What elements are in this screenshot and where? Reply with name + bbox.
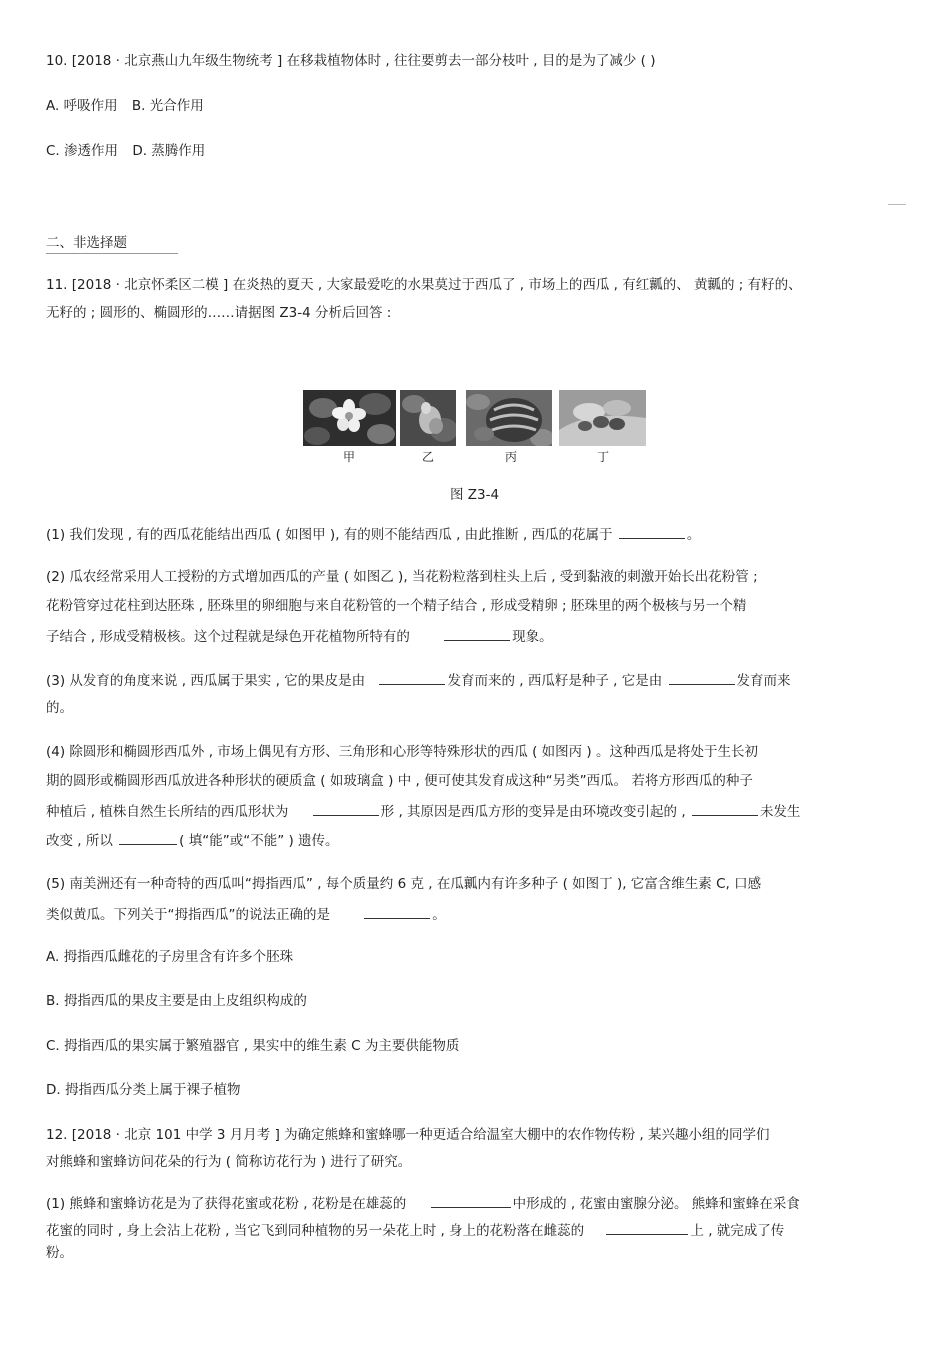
q11-part5-text: 类似黄瓜。下列关于“拇指西瓜”的说法正确的是	[46, 907, 330, 923]
q11-part2-line3	[46, 626, 553, 646]
q11-part4-text-d: 改变 , 所以	[46, 833, 113, 849]
q11-part5-line1: (5) 南美洲还有一种奇特的西瓜叫“拇指西瓜” , 每个质量约 6 克 , 在瓜瓤内有许多种子 ( 如图丁 ), 它富含维生素 C, 口感	[46, 876, 762, 892]
q11-part4-text-b: 形 , 其原因是西瓜方形的变异是由环境改变引起的 ,	[380, 804, 686, 820]
q12-part1-line3: 粉。	[46, 1245, 73, 1261]
q11-part2-line1: (2) 瓜农经常采用人工授粉的方式增加西瓜的产量 ( 如图乙 ), 当花粉粒落到柱头上后 , 受到黏液的刺激开始长出花粉管 ;	[46, 569, 758, 585]
answer-blank[interactable]	[669, 670, 735, 685]
section-title: 二、非选择题	[46, 231, 178, 254]
q11-part3-text-a: (3) 从发育的角度来说 , 西瓜属于果实 , 它的果皮是由	[46, 673, 366, 689]
answer-blank[interactable]	[313, 801, 379, 816]
q10-option-a[interactable]: A. 呼吸作用	[46, 98, 118, 114]
figure-caption: 图 Z3-4	[450, 487, 500, 503]
q11-part3-line2: 的。	[46, 700, 73, 716]
q11-part5-line2	[46, 904, 446, 924]
q10-options-row1	[46, 97, 204, 115]
thumb-watermelon-photo	[559, 390, 646, 446]
answer-blank[interactable]	[692, 801, 758, 816]
q11-part5-end: 。	[432, 907, 446, 923]
answer-blank[interactable]	[364, 904, 430, 919]
q11-option-a[interactable]: A. 拇指西瓜雌花的子房里含有许多个胚珠	[46, 949, 294, 965]
q11-part4-line4	[46, 830, 339, 850]
q11-part4-line1: (4) 除圆形和椭圆形西瓜外 , 市场上偶见有方形、三角形和心形等特殊形状的西瓜 ( 如图丙 ) 。这种西瓜是将处于生长初	[46, 744, 758, 760]
q10-option-c[interactable]: C. 渗透作用	[46, 143, 119, 159]
q11-part4-text-a: 种植后 , 植株自然生长所结的西瓜形状为	[46, 804, 289, 820]
answer-blank[interactable]	[444, 626, 510, 641]
figure-label-jia: 甲	[342, 450, 355, 464]
q11-part4-text-e: ( 填“能”或“不能” ) 遗传。	[179, 833, 339, 849]
q10-option-d[interactable]: D. 蒸腾作用	[132, 143, 206, 159]
q11-stem-line2: 无籽的 ; 圆形的、椭圆形的……请据图 Z3-4 分析后回答 :	[46, 305, 392, 321]
q11-part1	[46, 524, 700, 544]
answer-blank[interactable]	[619, 524, 685, 539]
q12-part1-text-d: 上 , 就完成了传	[690, 1223, 785, 1239]
q11-part3-text-b: 发育而来的 , 西瓜籽是种子 , 它是由	[447, 673, 663, 689]
watermelon-flower-photo	[303, 390, 396, 446]
figure-z3-4	[303, 390, 646, 462]
hand-pollination-photo	[400, 390, 456, 446]
divider-dash	[888, 204, 906, 205]
q11-option-c[interactable]: C. 拇指西瓜的果实属于繁殖器官 , 果实中的维生素 C 为主要供能物质	[46, 1038, 460, 1054]
q10-option-b[interactable]: B. 光合作用	[131, 98, 204, 114]
answer-blank[interactable]	[606, 1220, 688, 1235]
q10-options-row2	[46, 142, 205, 160]
q11-option-b[interactable]: B. 拇指西瓜的果皮主要是由上皮组织构成的	[46, 993, 307, 1009]
q11-part1-end: 。	[686, 527, 701, 543]
q11-part4-line2: 期的圆形或椭圆形西瓜放进各种形状的硬质盒 ( 如玻璃盒 ) 中 , 便可使其发育成这种“另类”西瓜。 若将方形西瓜的种子	[46, 773, 753, 789]
q12-part1-text-a: (1) 熊蜂和蜜蜂访花是为了获得花蜜或花粉 , 花粉是在雄蕊的	[46, 1196, 407, 1212]
q12-part1-text-b: 中形成的 , 花蜜由蜜腺分泌。 熊蜂和蜜蜂在采食	[512, 1196, 800, 1212]
q11-option-d[interactable]: D. 拇指西瓜分类上属于裸子植物	[46, 1082, 241, 1098]
answer-blank[interactable]	[431, 1193, 511, 1208]
q11-part2-end: 现象。	[512, 629, 553, 645]
q12-part1-line1	[46, 1193, 800, 1213]
q12-part1-line2	[46, 1220, 784, 1240]
q11-part4-line3	[46, 801, 800, 821]
square-watermelon-photo	[466, 390, 552, 446]
answer-blank[interactable]	[379, 670, 445, 685]
figure-label-yi: 乙	[421, 450, 434, 464]
q11-part2-text: 子结合 , 形成受精极核。这个过程就是绿色开花植物所特有的	[46, 629, 410, 645]
q10-stem: 10. [2018 · 北京燕山九年级生物统考 ] 在移栽植物体时 , 往往要剪去一部分枝叶 , 目的是为了减少 ( )	[46, 53, 656, 69]
q12-part1-text-c: 花蜜的同时 , 身上会沾上花粉 , 当它飞到同种植物的另一朵花上时 , 身上的花粉落在雌蕊的	[46, 1223, 585, 1239]
answer-blank[interactable]	[119, 830, 177, 845]
figure-label-bing: 丙	[504, 450, 517, 464]
q11-part4-text-c: 未发生	[759, 804, 801, 820]
q12-stem-line2: 对熊蜂和蜜蜂访问花朵的行为 ( 简称访花行为 ) 进行了研究。	[46, 1154, 412, 1170]
q11-part1-text: (1) 我们发现 , 有的西瓜花能结出西瓜 ( 如图甲 ), 有的则不能结西瓜 , 由此推断 , 西瓜的花属于	[46, 527, 613, 543]
q11-stem-line1: 11. [2018 · 北京怀柔区二模 ] 在炎热的夏天 , 大家最爱吃的水果莫过于西瓜了 , 市场上的西瓜 , 有红瓤的、 黄瓤的 ; 有籽的、	[46, 277, 802, 293]
figure-label-ding: 丁	[596, 450, 609, 464]
q12-stem-line1: 12. [2018 · 北京 101 中学 3 月月考 ] 为确定熊蜂和蜜蜂哪一种更适合给温室大棚中的农作物传粉 , 某兴趣小组的同学们	[46, 1127, 770, 1143]
q11-part2-line2: 花粉管穿过花柱到达胚珠 , 胚珠里的卵细胞与来自花粉管的一个精子结合 , 形成受精卵 ; 胚珠里的两个极核与另一个精	[46, 598, 747, 614]
q11-part3-text-c: 发育而来	[736, 673, 791, 689]
q11-part3-line1	[46, 670, 791, 690]
